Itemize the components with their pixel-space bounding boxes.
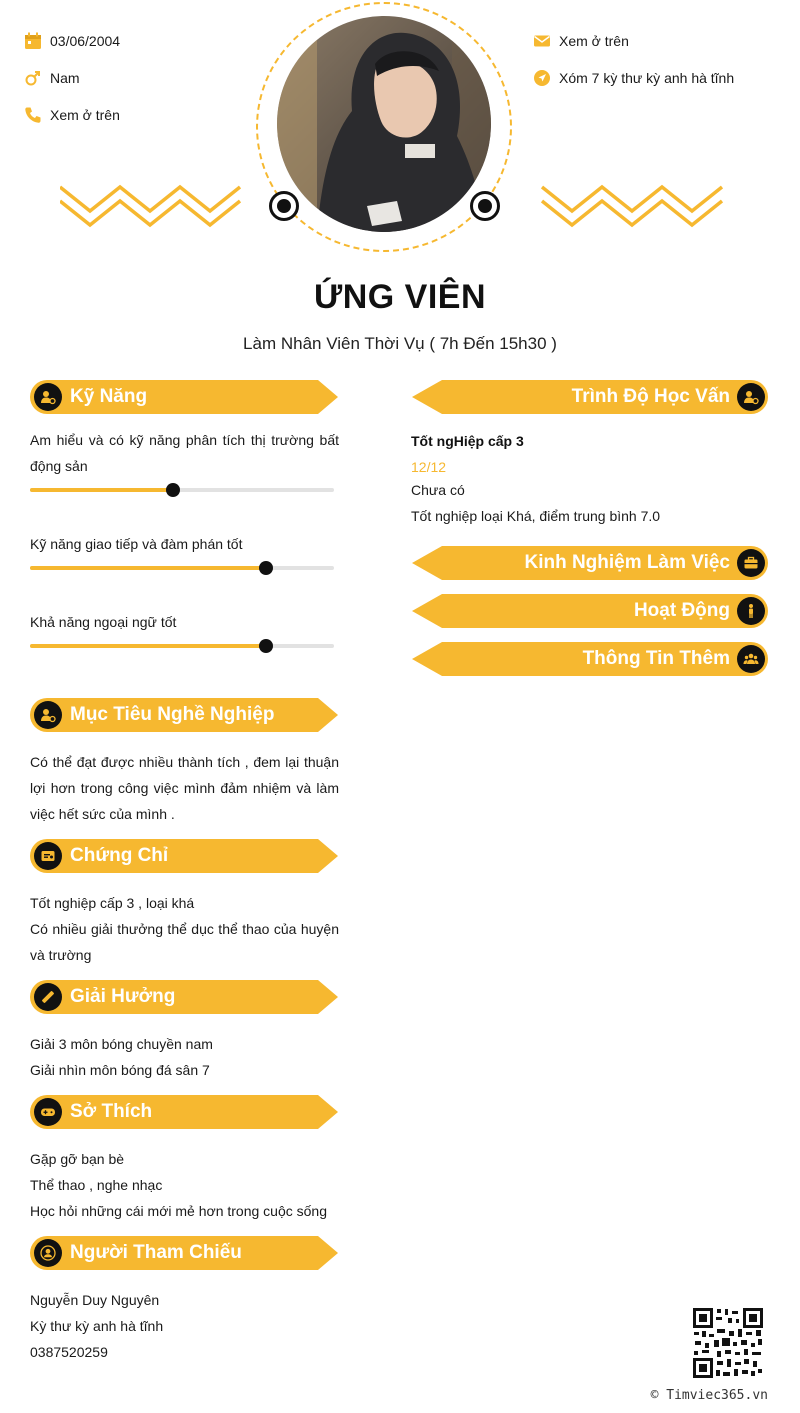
skill-bar-fill-3 bbox=[30, 644, 266, 648]
zigzag-decoration-left bbox=[60, 183, 246, 231]
email-text: Xem ở trên bbox=[559, 33, 629, 49]
avatar-knob-right bbox=[470, 191, 500, 221]
candidate-name: ỨNG VIÊN bbox=[313, 278, 486, 316]
education-major: Chưa có bbox=[411, 482, 465, 498]
phone-row bbox=[24, 104, 120, 126]
avatar bbox=[277, 16, 491, 232]
address-row bbox=[533, 67, 734, 89]
gender-text: Nam bbox=[50, 70, 80, 86]
reference-line-2: Kỳ thư kỳ anh hà tĩnh bbox=[30, 1318, 164, 1334]
section-header-hobbies bbox=[30, 1095, 338, 1129]
education-date: 12/12 bbox=[411, 459, 447, 475]
references-title: Người Tham Chiếu bbox=[70, 1242, 242, 1263]
hobby-line-1: Gặp gỡ bạn bè bbox=[30, 1151, 125, 1167]
skill-bar-2 bbox=[30, 566, 334, 570]
birthdate-text: 03/06/2004 bbox=[50, 33, 121, 49]
skill-label-3: Khả năng ngoại ngữ tốt bbox=[30, 614, 177, 630]
career-goal-title: Mục Tiêu Nghề Nghiệp bbox=[70, 704, 275, 725]
section-header-extra-info bbox=[412, 642, 768, 676]
education-icon bbox=[737, 383, 765, 411]
reference-line-3: 0387520259 bbox=[30, 1344, 108, 1360]
awards-title: Giải Hưởng bbox=[70, 986, 176, 1007]
award-line-2: Giải nhìn môn bóng đá sân 7 bbox=[30, 1062, 210, 1078]
avatar-knob-left bbox=[269, 191, 299, 221]
certificates-title: Chứng Chỉ bbox=[70, 845, 169, 866]
skill-bar-knob-3[interactable] bbox=[259, 639, 273, 653]
standing-person-icon bbox=[737, 597, 765, 625]
birthdate-row bbox=[24, 30, 120, 52]
skill-bar-fill-1 bbox=[30, 488, 173, 492]
skill-bar-1 bbox=[30, 488, 334, 492]
skills-title: Kỹ Năng bbox=[70, 386, 148, 407]
extra-info-title: Thông Tin Thêm bbox=[582, 648, 730, 669]
education-school: Tốt ngHiệp cấp 3 bbox=[411, 433, 524, 449]
award-icon bbox=[34, 983, 62, 1011]
skill-bar-fill-2 bbox=[30, 566, 266, 570]
skill-bar-knob-1[interactable] bbox=[166, 483, 180, 497]
footer-credit[interactable]: © Timviec365.vn bbox=[650, 1388, 768, 1403]
zigzag-decoration-right bbox=[540, 183, 734, 231]
target-user-icon bbox=[34, 701, 62, 729]
briefcase-icon bbox=[737, 549, 765, 577]
section-header-activities bbox=[412, 594, 768, 628]
gender-row bbox=[24, 67, 80, 89]
skill-bar-knob-2[interactable] bbox=[259, 561, 273, 575]
phone-text: Xem ở trên bbox=[50, 107, 120, 123]
section-header-skills bbox=[30, 380, 338, 414]
section-header-education bbox=[412, 380, 768, 414]
certificate-icon bbox=[34, 842, 62, 870]
person-icon bbox=[34, 1239, 62, 1267]
calendar-icon bbox=[24, 32, 42, 50]
education-title: Trình Độ Học Vấn bbox=[571, 386, 730, 407]
avatar-frame bbox=[256, 2, 512, 252]
address-text: Xóm 7 kỳ thư kỳ anh hà tĩnh bbox=[559, 70, 735, 86]
skill-label-1: Am hiểu và có kỹ năng phân tích thị trường bất động sản bbox=[30, 432, 339, 474]
reference-line-1: Nguyễn Duy Nguyên bbox=[30, 1292, 160, 1308]
certificate-line-1: Tốt nghiệp cấp 3 , loại khá bbox=[30, 895, 195, 911]
activities-title: Hoạt Động bbox=[633, 600, 730, 621]
hobby-line-2: Thể thao , nghe nhạc bbox=[30, 1177, 163, 1193]
career-goal-text: Có thể đạt được nhiều thành tích , đem lại thuận lợi hơn trong công việc mình đảm nhiệm và làm việc hết sức của mình . bbox=[30, 754, 339, 822]
gamepad-icon bbox=[34, 1098, 62, 1126]
award-line-1: Giải 3 môn bóng chuyền nam bbox=[30, 1036, 213, 1052]
education-detail: Tốt nghiệp loại Khá, điểm trung bình 7.0 bbox=[411, 508, 661, 524]
certificate-line-2: Có nhiều giải thưởng thể dục thể thao của huyện và trường bbox=[30, 921, 339, 963]
experience-title: Kinh Nghiệm Làm Việc bbox=[524, 552, 730, 573]
email-row bbox=[533, 30, 629, 52]
envelope-icon bbox=[533, 32, 551, 50]
section-header-awards bbox=[30, 980, 338, 1014]
section-header-references bbox=[30, 1236, 338, 1270]
location-arrow-icon bbox=[533, 69, 551, 87]
skill-label-2: Kỹ năng giao tiếp và đàm phán tốt bbox=[30, 536, 243, 552]
hobby-line-3: Học hỏi những cái mới mẻ hơn trong cuộc sống bbox=[30, 1203, 327, 1219]
desired-position: Làm Nhân Viên Thời Vụ ( 7h Đến 15h30 ) bbox=[243, 334, 557, 353]
section-header-experience bbox=[412, 546, 768, 580]
gender-icon bbox=[24, 69, 42, 87]
skills-icon bbox=[34, 383, 62, 411]
section-header-certificates bbox=[30, 839, 338, 873]
group-icon bbox=[737, 645, 765, 673]
qr-code[interactable] bbox=[692, 1307, 764, 1379]
section-header-career-goal bbox=[30, 698, 338, 732]
phone-icon bbox=[24, 106, 42, 124]
hobbies-title: Sở Thích bbox=[70, 1101, 153, 1122]
skill-bar-3 bbox=[30, 644, 334, 648]
